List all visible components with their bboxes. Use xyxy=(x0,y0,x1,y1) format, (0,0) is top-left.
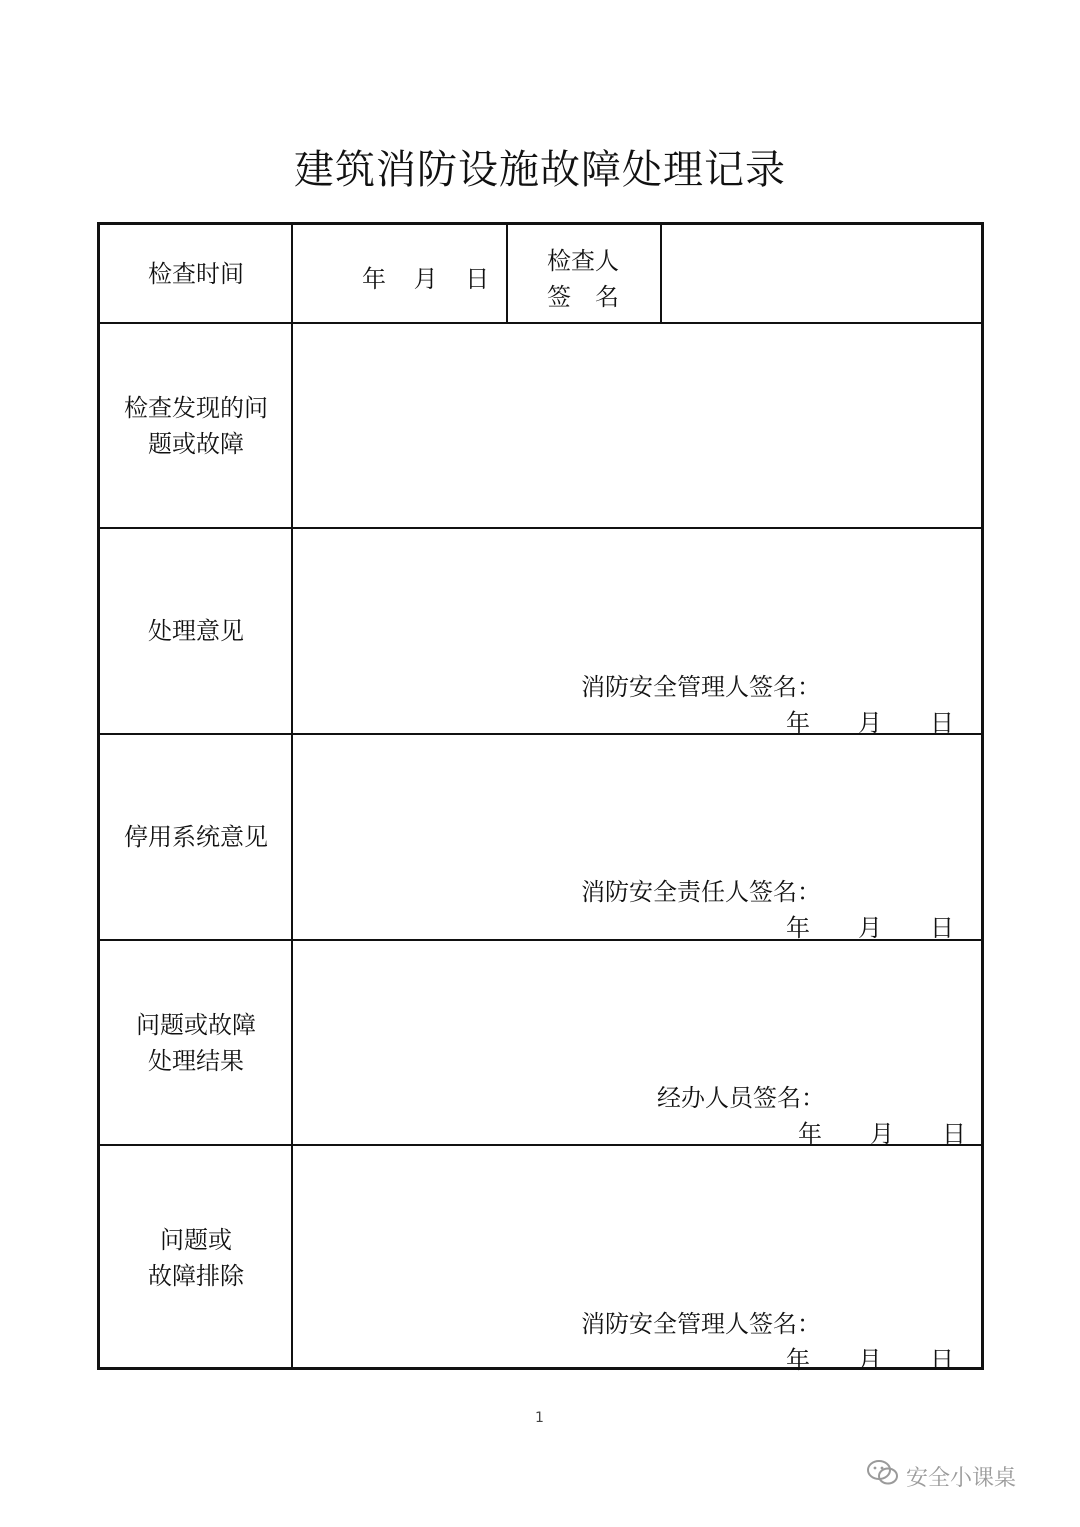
fault-cleared-date[interactable]: 年 月 日 xyxy=(786,1346,954,1374)
system-disable-opinion-label: 停用系统意见 xyxy=(124,823,268,851)
fire-safety-manager-signature-label: 消防安全管理人签名： xyxy=(581,673,821,701)
handling-opinion-field[interactable] xyxy=(293,529,981,659)
fault-cleared-label: 问题或 故障排除 xyxy=(148,1226,244,1290)
handling-result-date[interactable]: 年 月 日 xyxy=(798,1120,966,1148)
inspector-signature-field[interactable] xyxy=(680,259,960,295)
inspection-date-field[interactable]: 年 月 日 xyxy=(362,265,490,293)
fire-safety-responsible-signature-label: 消防安全责任人签名： xyxy=(581,878,821,906)
handler-signature-label: 经办人员签名： xyxy=(657,1084,825,1112)
watermark xyxy=(866,1460,1016,1492)
inspector-label-line2: 签 名 xyxy=(547,283,619,311)
handling-opinion-label: 处理意见 xyxy=(148,617,244,645)
problem-found-label: 检查发现的问 题或故障 xyxy=(124,393,268,458)
handling-result-field[interactable] xyxy=(293,941,981,1071)
watermark-text: 安全小课桌 xyxy=(906,1465,1017,1491)
system-disable-opinion-date[interactable]: 年 月 日 xyxy=(786,914,954,942)
record-form-table xyxy=(97,222,984,1374)
page-number: 1 xyxy=(535,1410,544,1426)
wechat-icon xyxy=(866,1459,900,1493)
problem-found-field[interactable] xyxy=(293,324,981,527)
inspector-label-line1: 检查人 xyxy=(547,247,619,275)
system-disable-opinion-field[interactable] xyxy=(293,735,981,865)
inspection-time-label: 检查时间 xyxy=(148,259,244,288)
column-divider xyxy=(660,225,662,322)
fault-cleared-field[interactable] xyxy=(293,1146,981,1296)
column-divider xyxy=(506,225,508,322)
handling-result-label: 问题或故障 处理结果 xyxy=(136,1010,256,1075)
handling-opinion-date[interactable]: 年 月 日 xyxy=(786,709,954,737)
page-title: 建筑消防设施故障处理记录 xyxy=(294,147,786,193)
fire-safety-manager-signature-label-2: 消防安全管理人签名： xyxy=(581,1310,821,1338)
